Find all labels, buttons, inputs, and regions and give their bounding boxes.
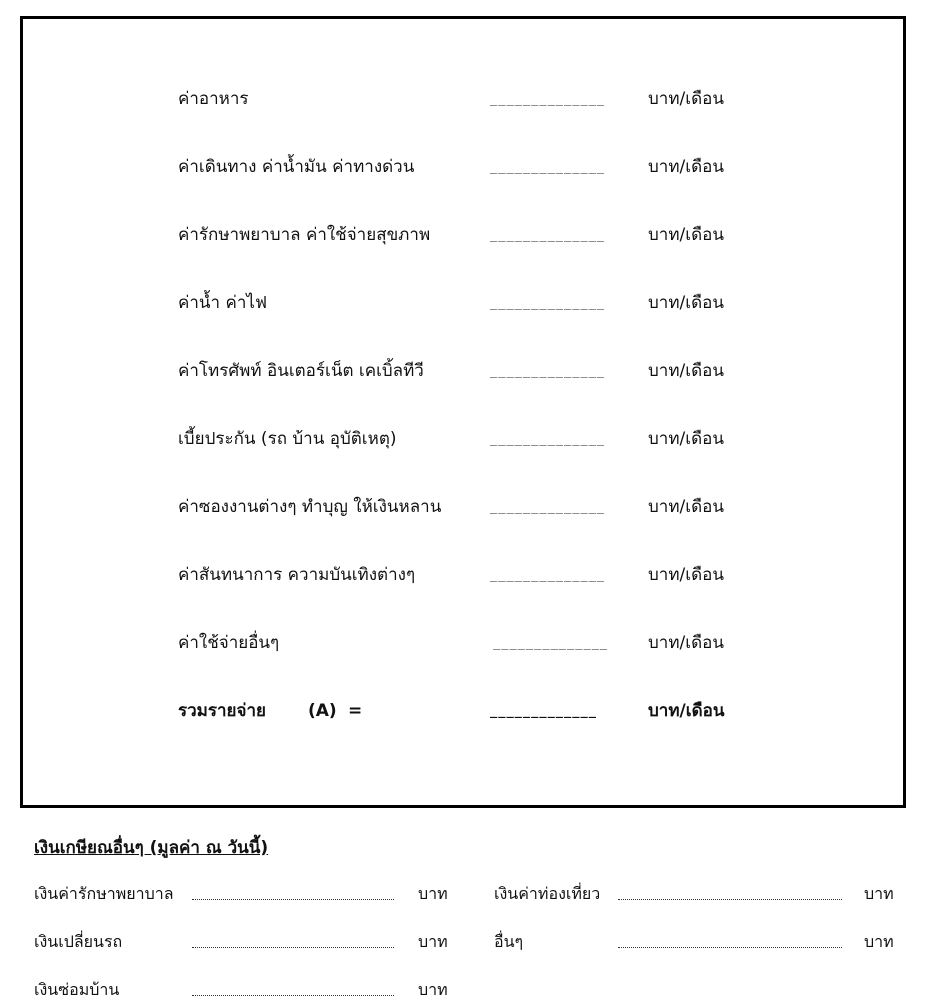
expense-label: ค่าสันทนาการ ความบันเทิงต่างๆ	[178, 565, 416, 585]
expense-row-telecom	[178, 356, 738, 386]
fund-unit-medical: บาท	[418, 884, 448, 903]
expense-unit: บาท/เดือน	[648, 497, 724, 517]
fund-label-other: อื่นๆ	[494, 932, 524, 951]
expense-amount-blank[interactable]: ______________	[490, 92, 606, 106]
expense-amount-blank[interactable]: ______________	[490, 500, 606, 514]
fund-unit-other: บาท	[864, 932, 894, 951]
expense-unit: บาท/เดือน	[648, 293, 724, 313]
total-equals: =	[348, 701, 363, 721]
other-funds-title: เงินเกษียณอื่นๆ (มูลค่า ณ วันนี้)	[34, 838, 269, 858]
expense-label: ค่ารักษาพยาบาล ค่าใช้จ่ายสุขภาพ	[178, 225, 431, 245]
expense-row-health	[178, 220, 738, 250]
expense-label: ค่าใช้จ่ายอื่นๆ	[178, 633, 280, 653]
expense-label: ค่าอาหาร	[178, 89, 249, 109]
expense-row-other	[178, 628, 738, 658]
expense-label: ค่าเดินทาง ค่าน้ำมัน ค่าทางด่วน	[178, 157, 415, 177]
expense-amount-blank[interactable]: ______________	[490, 160, 606, 174]
total-marker: (A)	[308, 701, 337, 721]
fund-label-car: เงินเปลี่ยนรถ	[34, 932, 123, 951]
expense-label: ค่าซองงานต่างๆ ทำบุญ ให้เงินหลาน	[178, 497, 442, 517]
fund-label-medical: เงินค่ารักษาพยาบาล	[34, 884, 174, 903]
expense-label: ค่าน้ำ ค่าไฟ	[178, 293, 267, 313]
expense-row-gifts	[178, 492, 738, 522]
expense-label: ค่าโทรศัพท์ อินเตอร์เน็ต เคเบิ้ลทีวี	[178, 361, 424, 381]
expense-unit: บาท/เดือน	[648, 565, 724, 585]
expense-unit: บาท/เดือน	[648, 429, 724, 449]
expense-row-travel	[178, 152, 738, 182]
expense-amount-blank[interactable]: ______________	[493, 636, 609, 650]
expense-unit: บาท/เดือน	[648, 361, 724, 381]
expense-box	[20, 16, 906, 808]
total-unit: บาท/เดือน	[648, 701, 725, 721]
expense-row-food	[178, 84, 738, 114]
expense-label: เบี้ยประกัน (รถ บ้าน อุบัติเหตุ)	[178, 429, 397, 449]
fund-amount-line-house[interactable]	[192, 995, 394, 996]
expense-row-recreation	[178, 560, 738, 590]
expense-amount-blank[interactable]: ______________	[490, 432, 606, 446]
total-amount-blank[interactable]: _____________	[490, 704, 597, 718]
fund-amount-line-travel[interactable]	[618, 899, 842, 900]
fund-unit-travel: บาท	[864, 884, 894, 903]
expense-amount-blank[interactable]: ______________	[490, 228, 606, 242]
fund-amount-line-car[interactable]	[192, 947, 394, 948]
expense-amount-blank[interactable]: ______________	[490, 296, 606, 310]
expense-unit: บาท/เดือน	[648, 89, 724, 109]
total-label: รวมรายจ่าย	[178, 701, 266, 721]
fund-unit-house: บาท	[418, 980, 448, 999]
fund-amount-line-medical[interactable]	[192, 899, 394, 900]
fund-label-house: เงินซ่อมบ้าน	[34, 980, 120, 999]
fund-unit-car: บาท	[418, 932, 448, 951]
expense-amount-blank[interactable]: ______________	[490, 568, 606, 582]
fund-amount-line-other[interactable]	[618, 947, 842, 948]
expense-unit: บาท/เดือน	[648, 225, 724, 245]
expense-total-row	[178, 696, 738, 726]
expense-row-insurance	[178, 424, 738, 454]
expense-row-utilities	[178, 288, 738, 318]
expense-unit: บาท/เดือน	[648, 633, 724, 653]
expense-unit: บาท/เดือน	[648, 157, 724, 177]
expense-amount-blank[interactable]: ______________	[490, 364, 606, 378]
fund-label-travel: เงินค่าท่องเที่ยว	[494, 884, 601, 903]
